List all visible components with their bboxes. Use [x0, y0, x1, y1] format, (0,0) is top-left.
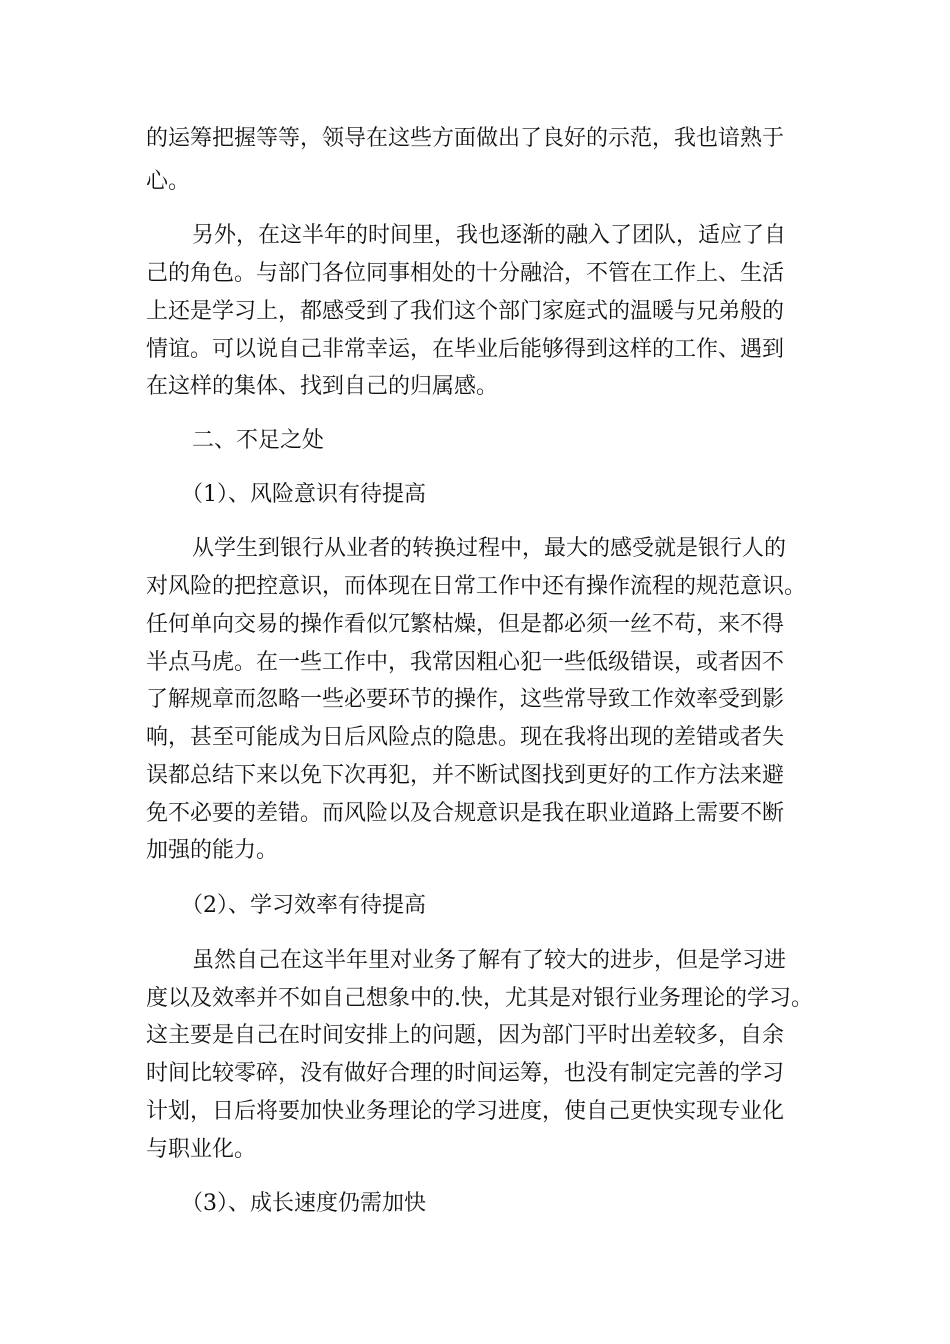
paragraph-line: 这主要是自己在时间安排上的问题，因为部门平时出差较多，自余	[146, 1023, 785, 1048]
subsection-heading: （3）、成长速度仍需加快	[181, 1191, 426, 1216]
paragraph-line: 在这样的集体、找到自己的归属感。	[146, 374, 499, 399]
subsection-heading: （2）、学习效率有待提高	[181, 893, 426, 918]
paragraph-line: 加强的能力。	[146, 838, 279, 863]
paragraph-line: 误都总结下来以免下次再犯，并不断试图找到更好的工作方法来避	[146, 763, 785, 788]
paragraph-line: 虽然自己在这半年里对业务了解有了较大的进步，但是学习进	[192, 948, 787, 973]
paragraph-line: 免不必要的差错。而风险以及合规意识是我在职业道路上需要不断	[146, 801, 785, 826]
paragraph-line: 另外，在这半年的时间里，我也逐渐的融入了团队，适应了自	[192, 223, 787, 248]
paragraph-line: 情谊。可以说自己非常幸运，在毕业后能够得到这样的工作、遇到	[146, 337, 785, 362]
paragraph-line: 度以及效率并不如自己想象中的.快，尤其是对银行业务理论的学习。	[146, 986, 813, 1011]
paragraph-line: 上还是学习上，都感受到了我们这个部门家庭式的温暖与兄弟般的	[146, 299, 785, 324]
paragraph-line: 了解规章而忽略一些必要环节的操作，这些常导致工作效率受到影	[146, 687, 785, 712]
paragraph-line: 己的角色。与部门各位同事相处的十分融洽，不管在工作上、生活	[146, 261, 785, 286]
paragraph-line: 时间比较零碎，没有做好合理的时间运筹，也没有制定完善的学习	[146, 1061, 785, 1086]
section-heading: 二、不足之处	[192, 428, 325, 453]
paragraph-line: 半点马虎。在一些工作中，我常因粗心犯一些低级错误，或者因不	[146, 650, 785, 675]
paragraph-line: 心。	[146, 169, 191, 194]
subsection-heading: （1）、风险意识有待提高	[181, 482, 426, 507]
paragraph-line: 对风险的把控意识，而体现在日常工作中还有操作流程的规范意识。	[146, 574, 807, 599]
paragraph-line: 与职业化。	[146, 1137, 257, 1162]
paragraph-line: 的运筹把握等等，领导在这些方面做出了良好的示范，我也谙熟于	[146, 126, 785, 151]
paragraph-line: 从学生到银行从业者的转换过程中，最大的感受就是银行人的	[192, 536, 787, 561]
paragraph-line: 计划，日后将要加快业务理论的学习进度，使自己更快实现专业化	[146, 1099, 785, 1124]
paragraph-line: 响，甚至可能成为日后风险点的隐患。现在我将出现的差错或者失	[146, 725, 785, 750]
paragraph-line: 任何单向交易的操作看似冗繁枯燥，但是都必须一丝不苟，来不得	[146, 612, 785, 637]
